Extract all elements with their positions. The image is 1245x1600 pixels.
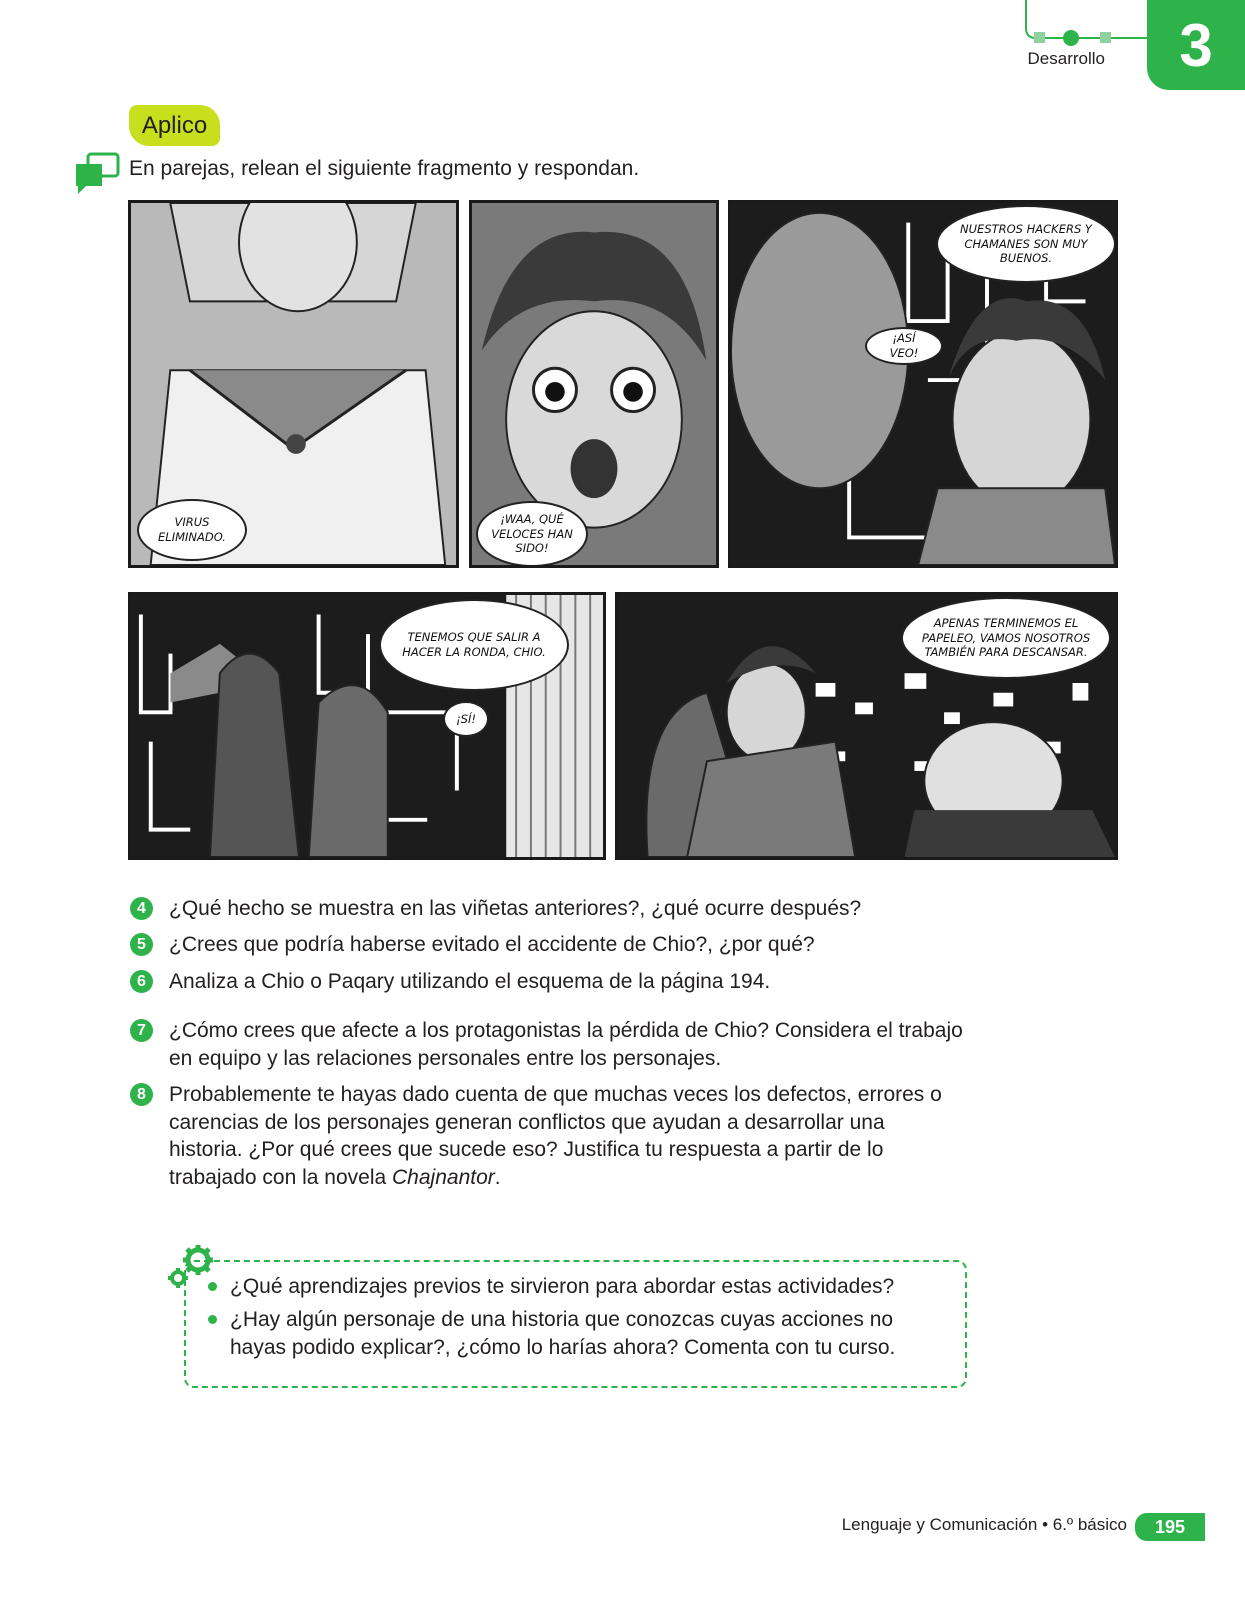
- activity-instruction: En parejas, relean el siguiente fragmento y respondan.: [129, 157, 640, 180]
- question-text-main: Probablemente te hayas dado cuenta de que muchas veces los defectos, errores o carencias de los personajes generan conflictos que ayudan a desarrollar una historia. ¿Por qué crees que sucede eso? Justifica tu respuesta a partir de lo trabajado con la novela: [169, 1083, 942, 1189]
- reflection-item: [208, 1273, 948, 1301]
- comic-panel-2: [469, 200, 719, 568]
- question-5: [130, 931, 980, 959]
- unit-number: 3: [1179, 11, 1213, 79]
- comic-panel-4: [128, 592, 606, 860]
- question-8: [130, 1081, 950, 1191]
- question-text: [169, 1081, 950, 1191]
- question-6: [130, 968, 980, 996]
- question-7: [130, 1017, 980, 1072]
- pair-work-icon: [74, 152, 120, 196]
- speech-bubble: NUESTROS HACKERS Y CHAMANES SON MUY BUENOS.: [936, 205, 1116, 283]
- question-text: ¿Cómo crees que afecte a los protagonistas la pérdida de Chio? Considera el trabajo en equipo y las relaciones personales entre los personajes.: [169, 1019, 963, 1070]
- reflection-text: ¿Qué aprendizajes previos te sirvieron para abordar estas actividades?: [230, 1275, 895, 1298]
- question-number-badge: 6: [130, 970, 153, 993]
- page-number: 195: [1135, 1513, 1205, 1541]
- speech-bubble: ¡WAA, QUÉ VELOCES HAN SIDO!: [476, 501, 588, 567]
- speech-bubble: VIRUS ELIMINADO.: [137, 499, 247, 561]
- aplico-badge: Aplico: [129, 105, 220, 146]
- comic-panel-5: [615, 592, 1118, 860]
- bullet-icon: [208, 1315, 217, 1324]
- speech-bubble: ¡SÍ!: [443, 701, 489, 737]
- footer-subject: Lenguaje y Comunicación • 6.º básico: [841, 1515, 1127, 1534]
- question-4: [130, 895, 980, 923]
- novel-title: Chajnantor: [392, 1165, 495, 1189]
- question-text: Analiza a Chio o Paqary utilizando el esquema de la página 194.: [169, 970, 771, 993]
- question-number-badge: 8: [130, 1083, 153, 1106]
- reflection-text: ¿Hay algún personaje de una historia que conozcas cuyas acciones no hayas podido explicar?, ¿cómo lo harías ahora? Comenta con tu curso.: [230, 1308, 896, 1359]
- question-text-end: .: [494, 1165, 501, 1189]
- speech-bubble: APENAS TERMINEMOS EL PAPELEO, VAMOS NOSOTROS TAMBIÉN PARA DESCANSAR.: [901, 597, 1111, 679]
- speech-bubble: TENEMOS QUE SALIR A HACER LA RONDA, CHIO.: [379, 599, 569, 691]
- comic-panel-3: [728, 200, 1118, 568]
- question-number-badge: 7: [130, 1019, 153, 1042]
- reflection-item: [208, 1306, 948, 1361]
- question-text: ¿Crees que podría haberse evitado el accidente de Chio?, ¿por qué?: [169, 933, 815, 956]
- question-number-badge: 5: [130, 933, 153, 956]
- question-text: ¿Qué hecho se muestra en las viñetas anteriores?, ¿qué ocurre después?: [169, 897, 862, 920]
- section-label: Desarrollo: [1027, 49, 1105, 68]
- bullet-icon: [208, 1282, 217, 1291]
- unit-tab: [1147, 0, 1245, 90]
- question-number-badge: 4: [130, 897, 153, 920]
- comic-panel-1: [128, 200, 459, 568]
- speech-bubble: ¡ASÍ VEO!: [865, 327, 943, 365]
